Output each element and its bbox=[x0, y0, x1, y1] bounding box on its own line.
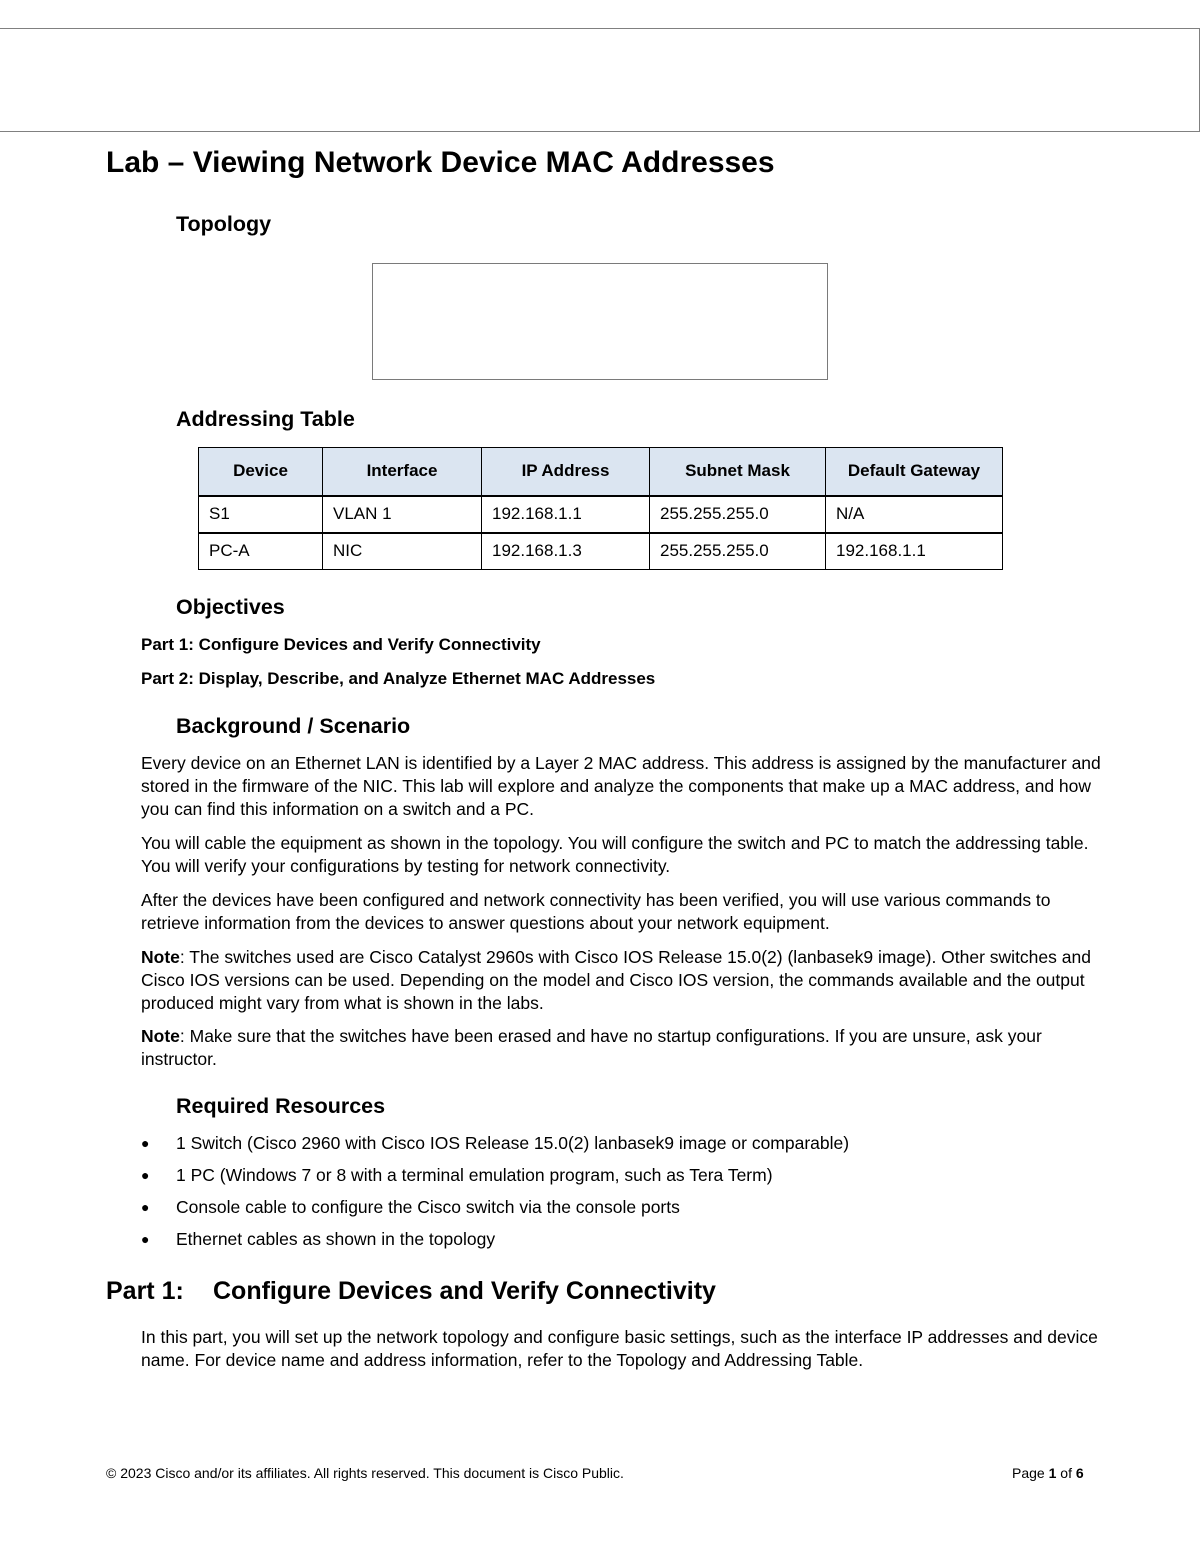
header-interface: Interface bbox=[323, 448, 482, 496]
page-header-box bbox=[0, 28, 1200, 132]
background-paragraph-3: After the devices have been configured and network connectivity has been verified, you will use various commands to retrieve information from the devices to answer questions about your network equipment. bbox=[141, 890, 1051, 933]
resources-list bbox=[141, 1131, 849, 1259]
cell-device: S1 bbox=[199, 496, 323, 533]
part-1-paragraph: In this part, you will set up the network topology and configure basic settings, such as the interface IP addresses and device name. For device name and address information, refer to the Topology and Addressing Table. bbox=[141, 1327, 1098, 1370]
cell-device: PC-A bbox=[199, 533, 323, 570]
page-total: 6 bbox=[1075, 1465, 1084, 1481]
resource-text: 1 PC (Windows 7 or 8 with a terminal emulation program, such as Tera Term) bbox=[176, 1165, 773, 1185]
header-device: Device bbox=[199, 448, 323, 496]
resource-text: Console cable to configure the Cisco switch via the console ports bbox=[176, 1197, 680, 1217]
heading-background: Background / Scenario bbox=[176, 714, 411, 738]
header-ip-address: IP Address bbox=[482, 448, 650, 496]
resource-text: 1 Switch (Cisco 2960 with Cisco IOS Release 15.0(2) lanbasek9 image or comparable) bbox=[176, 1133, 850, 1153]
note-label: Note bbox=[141, 1026, 180, 1046]
cell-subnet-mask: 255.255.255.0 bbox=[650, 496, 826, 533]
cell-ip-address: 192.168.1.1 bbox=[482, 496, 650, 533]
background-paragraph-2: You will cable the equipment as shown in the topology. You will configure the switch and PC to match the addressing table. You will verify your configurations by testing for network connectivity. bbox=[141, 833, 1089, 876]
heading-objectives: Objectives bbox=[176, 595, 285, 619]
footer-copyright: © 2023 Cisco and/or its affiliates. All rights reserved. This document is Cisco Public. bbox=[106, 1465, 624, 1481]
topology-diagram-placeholder bbox=[372, 263, 828, 380]
table-row bbox=[199, 533, 1003, 570]
header-default-gateway: Default Gateway bbox=[826, 448, 1003, 496]
list-item bbox=[141, 1227, 849, 1259]
page-mid: of bbox=[1056, 1465, 1076, 1481]
cell-default-gateway: 192.168.1.1 bbox=[826, 533, 1003, 570]
cell-ip-address: 192.168.1.3 bbox=[482, 533, 650, 570]
footer-page-number bbox=[1012, 1465, 1084, 1481]
note-text: : The switches used are Cisco Catalyst 2960s with Cisco IOS Release 15.0(2) (lanbasek9 image). Other switches and Cisco IOS versions can be used. Depending on the model and Cisco IOS version, the commands available and the output produced might vary from what is shown in the labs. bbox=[141, 947, 1091, 1013]
table-header-row bbox=[199, 448, 1003, 496]
objective-item-2: Part 2: Display, Describe, and Analyze Ethernet MAC Addresses bbox=[141, 669, 656, 688]
part-title: Configure Devices and Verify Connectivity bbox=[213, 1277, 716, 1305]
cell-default-gateway: N/A bbox=[826, 496, 1003, 533]
header-subnet-mask: Subnet Mask bbox=[650, 448, 826, 496]
cell-interface: VLAN 1 bbox=[323, 496, 482, 533]
part-number: Part 1: bbox=[106, 1277, 184, 1305]
resource-text: Ethernet cables as shown in the topology bbox=[176, 1229, 496, 1249]
bullet-icon: ● bbox=[141, 1167, 150, 1183]
note-text: : Make sure that the switches have been erased and have no startup configurations. If you are unsure, ask your instructor. bbox=[141, 1026, 1042, 1069]
bullet-icon: ● bbox=[141, 1231, 150, 1247]
note-label: Note bbox=[141, 947, 180, 967]
heading-part-1 bbox=[106, 1277, 716, 1306]
bullet-icon: ● bbox=[141, 1135, 150, 1151]
table-row bbox=[199, 496, 1003, 533]
cell-subnet-mask: 255.255.255.0 bbox=[650, 533, 826, 570]
list-item bbox=[141, 1163, 849, 1195]
addressing-table bbox=[198, 447, 1003, 570]
list-item bbox=[141, 1195, 849, 1227]
list-item bbox=[141, 1131, 849, 1163]
cell-interface: NIC bbox=[323, 533, 482, 570]
background-paragraph-1: Every device on an Ethernet LAN is identified by a Layer 2 MAC address. This address is assigned by the manufacturer and stored in the firmware of the NIC. This lab will explore and analyze the components that make up a MAC address, and how you can find this information on a switch and a PC. bbox=[141, 753, 1101, 819]
objective-item-1: Part 1: Configure Devices and Verify Connectivity bbox=[141, 635, 541, 654]
bullet-icon: ● bbox=[141, 1199, 150, 1215]
heading-topology: Topology bbox=[176, 212, 272, 236]
document-title: Lab – Viewing Network Device MAC Addresses bbox=[106, 146, 775, 179]
page-current: 1 bbox=[1048, 1465, 1057, 1481]
background-note-1 bbox=[141, 946, 1101, 1015]
page-prefix: Page bbox=[1012, 1465, 1049, 1481]
heading-required-resources: Required Resources bbox=[176, 1094, 386, 1118]
heading-addressing-table: Addressing Table bbox=[176, 407, 355, 431]
background-note-2 bbox=[141, 1025, 1101, 1071]
